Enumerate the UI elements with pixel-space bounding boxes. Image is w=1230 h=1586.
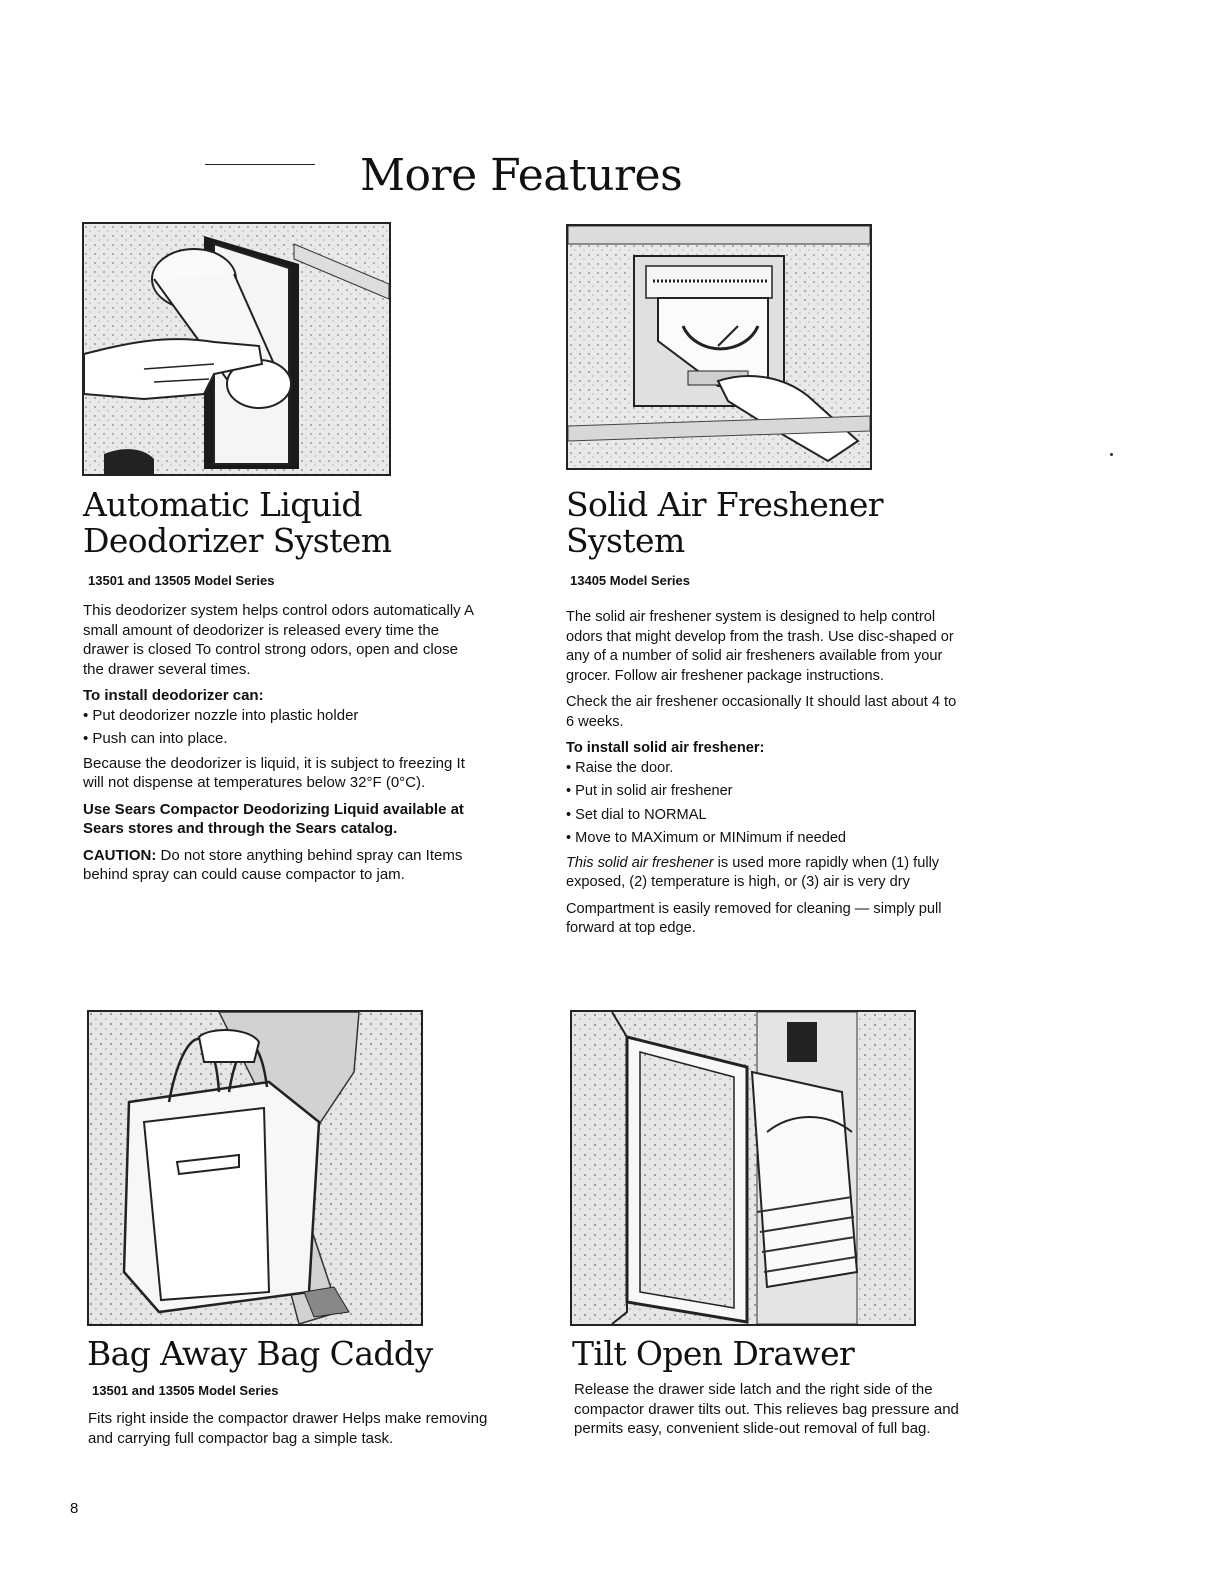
finger-setting-dial-drawing: [568, 226, 870, 468]
deodorizer-caution: [83, 846, 478, 885]
list-item: • Push can into place.: [83, 729, 478, 749]
hand-inserting-can-drawing: [84, 224, 389, 474]
bag-caddy-body: [88, 1409, 508, 1455]
list-item: • Put deodorizer nozzle into plastic holder: [83, 706, 478, 726]
list-item: • Move to MAXimum or MINimum if needed: [566, 829, 958, 849]
deodorizer-model-series: 13501 and 13505 Model Series: [88, 573, 275, 588]
air-freshener-body: [566, 608, 958, 946]
tilt-drawer-body: [574, 1380, 984, 1446]
page-title: More Features: [360, 150, 683, 201]
bag-caddy-illustration: [87, 1010, 423, 1326]
air-freshener-title: [566, 487, 883, 559]
tilted-drawer-drawing: [572, 1012, 914, 1324]
usage-note-italic: This solid air freshener: [566, 854, 714, 871]
scan-speck: [1110, 453, 1113, 456]
air-freshener-install-heading: To install solid air freshener:: [566, 740, 765, 756]
deodorizer-title-line2: Deodorizer System: [83, 521, 392, 560]
air-freshener-install-steps: [566, 759, 958, 849]
caution-label: CAUTION:: [83, 846, 157, 864]
person-carrying-bag-drawing: [89, 1012, 421, 1324]
deodorizer-title-line1: Automatic Liquid: [83, 485, 362, 524]
air-freshener-check-note: Check the air freshener occasionally It should last about 4 to 6 weeks.: [566, 694, 957, 730]
air-freshener-title-line2: System: [566, 521, 685, 560]
air-freshener-intro: The solid air freshener system is designed to help control odors that might develop from the trash. Use disc-shaped or any of a number of solid air fresheners available from your grocer. Follow air freshener package instructions.: [566, 609, 954, 684]
tilt-drawer-text: Release the drawer side latch and the right side of the compactor drawer tilts out. This relieves bag pressure and permits easy, convenient slide-out removal of full bag.: [574, 1381, 959, 1437]
deodorizer-install-steps: [83, 706, 478, 749]
page-number: 8: [70, 1500, 79, 1517]
bag-caddy-model-series: 13501 and 13505 Model Series: [92, 1383, 279, 1398]
deodorizer-sears-note: Use Sears Compactor Deodorizing Liquid available at Sears stores and through the Sears catalog.: [83, 800, 464, 837]
air-freshener-model-series: 13405 Model Series: [570, 573, 690, 588]
list-item: • Put in solid air freshener: [566, 782, 958, 802]
deodorizer-title: [83, 487, 391, 559]
title-rule: [205, 164, 315, 165]
bag-caddy-text: Fits right inside the compactor drawer Helps make removing and carrying full compactor bag a simple task.: [88, 1410, 488, 1447]
tilt-drawer-title: Tilt Open Drawer: [572, 1334, 855, 1373]
deodorizer-body: [83, 601, 478, 892]
air-freshener-illustration: [566, 224, 872, 470]
deodorizer-freezing-note: Because the deodorizer is liquid, it is subject to freezing It will not dispense at temperatures below 32°F (0°C).: [83, 754, 465, 791]
deodorizer-install-heading: To install deodorizer can:: [83, 687, 264, 704]
air-freshener-cleaning-note: Compartment is easily removed for cleaning — simply pull forward at top edge.: [566, 900, 942, 936]
tilt-drawer-illustration: [570, 1010, 916, 1326]
bag-caddy-title: Bag Away Bag Caddy: [87, 1334, 433, 1373]
list-item: • Raise the door.: [566, 759, 958, 779]
usage-note-rest: is used more rapidly when (1) fully exposed, (2) temperature is high, or (3) air is very dry: [566, 854, 940, 890]
list-item: • Set dial to NORMAL: [566, 806, 958, 826]
caution-text: Do not store anything behind spray can Items behind spray can could cause compactor to jam.: [83, 846, 463, 883]
deodorizer-illustration: [82, 222, 391, 476]
air-freshener-title-line1: Solid Air Freshener: [566, 485, 883, 524]
air-freshener-usage-note: [566, 854, 958, 893]
deodorizer-intro: This deodorizer system helps control odors automatically A small amount of deodorizer is released every time the drawer is closed To control strong odors, open and close the drawer several times.: [83, 602, 474, 678]
